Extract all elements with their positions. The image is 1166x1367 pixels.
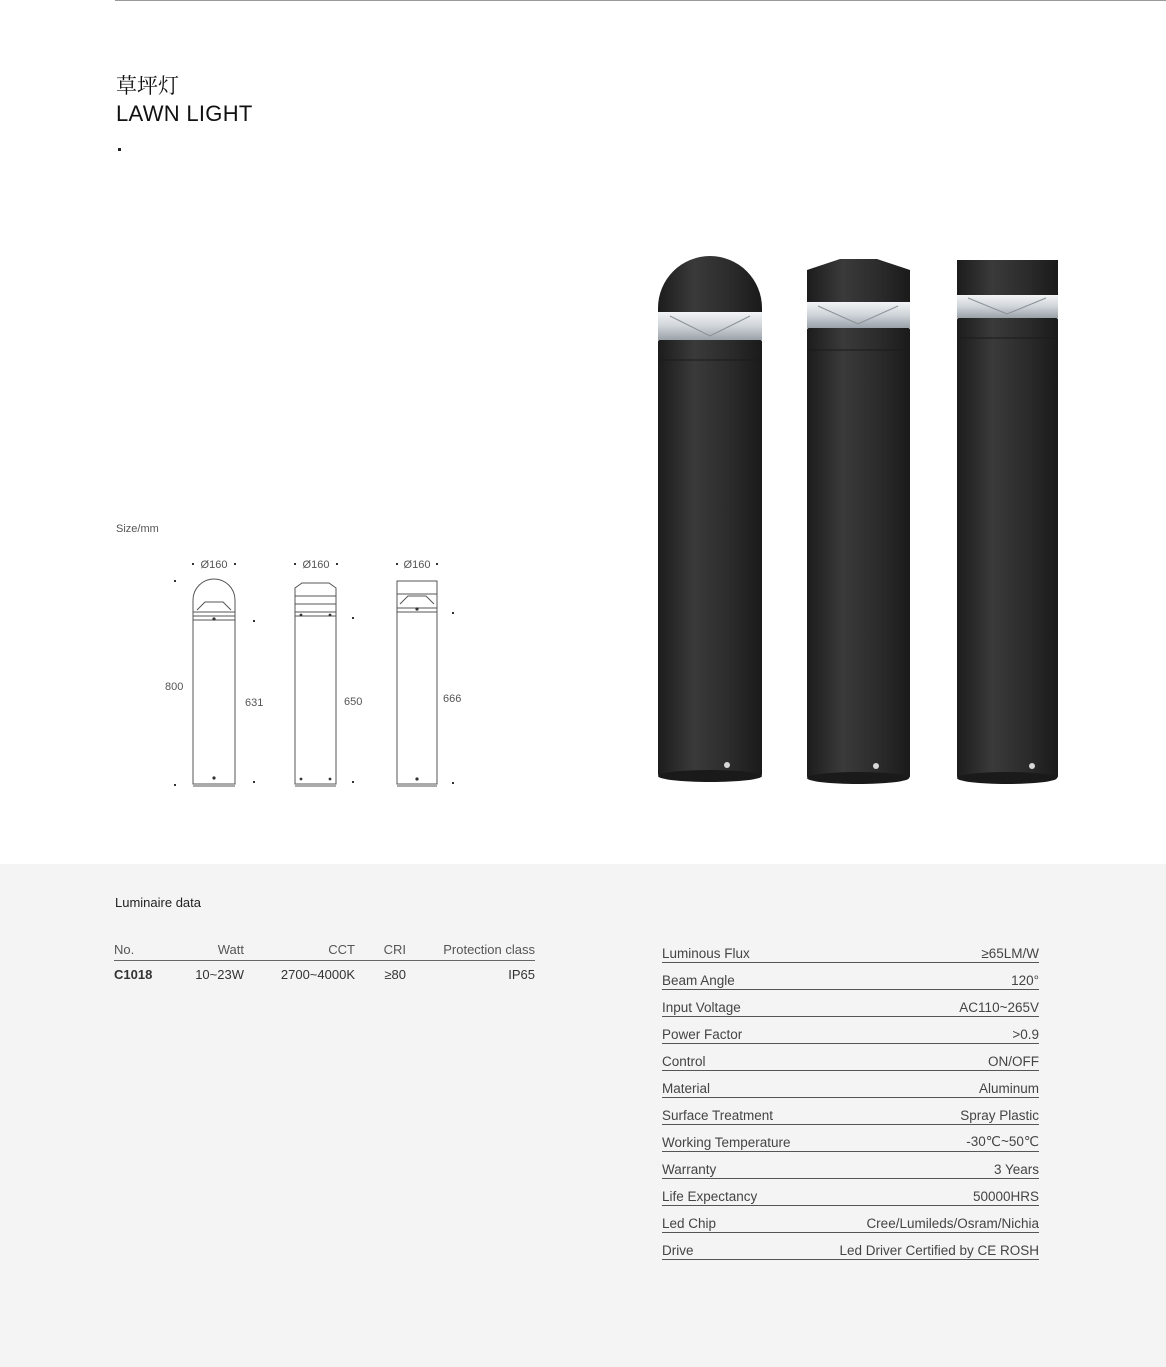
spec-value: ON/OFF [988, 1054, 1039, 1069]
spec-label: Led Chip [662, 1216, 717, 1231]
header-cri: CRI [355, 940, 406, 961]
title-dot [118, 148, 121, 151]
product-photo [640, 250, 1070, 795]
header-cct: CCT [244, 940, 355, 961]
height-label-1: 631 [245, 697, 264, 709]
height-label-3: 666 [443, 693, 462, 705]
spec-value: Cree/Lumileds/Osram/Nichia [866, 1216, 1039, 1231]
spec-row-input-voltage [662, 991, 1039, 1017]
spec-label: Warranty [662, 1162, 717, 1177]
diameter-label-2: Ø160 [302, 559, 330, 571]
spec-row-surface-treatment [662, 1099, 1039, 1125]
spec-label: Material [662, 1081, 711, 1096]
spec-row-power-factor [662, 1018, 1039, 1044]
spec-row-luminous-flux [662, 937, 1039, 963]
spec-label: Power Factor [662, 1027, 743, 1042]
spec-value: Spray Plastic [960, 1108, 1039, 1123]
spec-row-control [662, 1045, 1039, 1071]
spec-row-drive [662, 1234, 1039, 1260]
cell-model: C1018 [114, 967, 153, 982]
spec-label: Drive [662, 1243, 694, 1258]
size-label: Size/mm [116, 523, 159, 535]
dimension-drawings [150, 550, 480, 795]
luminaire-data-title: Luminaire data [115, 895, 201, 910]
fixture-flat-cap [957, 260, 1058, 784]
cell-watt: 10~23W [195, 967, 244, 982]
spec-list [662, 937, 1039, 1261]
spec-row-working-temperature [662, 1126, 1039, 1152]
table-header-row [114, 940, 535, 961]
spec-value: Aluminum [978, 1081, 1039, 1096]
fixture-dome [658, 256, 762, 782]
page-title-chinese: 草坪灯 [116, 74, 179, 98]
table-row [114, 961, 535, 983]
spec-value: >0.9 [1012, 1027, 1039, 1042]
spec-label: Life Expectancy [662, 1189, 758, 1204]
diameter-label-3: Ø160 [403, 559, 431, 571]
fixture-cone-cap [807, 259, 910, 784]
spec-label: Beam Angle [662, 973, 735, 988]
spec-row-warranty [662, 1153, 1039, 1179]
spec-row-beam-angle [662, 964, 1039, 990]
total-height-label: 800 [165, 681, 184, 693]
spec-row-material [662, 1072, 1039, 1098]
header-watt: Watt [174, 940, 244, 961]
spec-row-led-chip [662, 1207, 1039, 1233]
spec-value: 50000HRS [972, 1189, 1039, 1204]
page-title: LAWN LIGHT [116, 101, 253, 126]
diameter-label-1: Ø160 [200, 559, 228, 571]
spec-label: Input Voltage [662, 1000, 741, 1015]
luminaire-table [114, 940, 535, 982]
spec-value: 3 Years [993, 1162, 1039, 1177]
spec-label: Control [662, 1054, 706, 1069]
cell-cct: 2700~4000K [280, 967, 355, 982]
header-no: No. [114, 940, 174, 961]
header-protection-class: Protection class [406, 940, 535, 961]
spec-value: 120° [1011, 973, 1039, 988]
spec-row-life-expectancy [662, 1180, 1039, 1206]
spec-label: Surface Treatment [662, 1108, 774, 1123]
top-rule [115, 0, 1166, 1]
spec-value: AC110~265V [959, 1000, 1039, 1015]
spec-label: Luminous Flux [662, 946, 750, 961]
spec-value: Led Driver Certified by CE ROSH [839, 1243, 1039, 1258]
spec-value: -30℃~50℃ [966, 1134, 1039, 1149]
height-label-2: 650 [344, 696, 363, 708]
spec-label: Working Temperature [662, 1135, 791, 1150]
cell-protection-class: IP65 [508, 967, 535, 982]
cell-cri: ≥80 [384, 967, 406, 982]
spec-value: ≥65LM/W [981, 946, 1039, 961]
